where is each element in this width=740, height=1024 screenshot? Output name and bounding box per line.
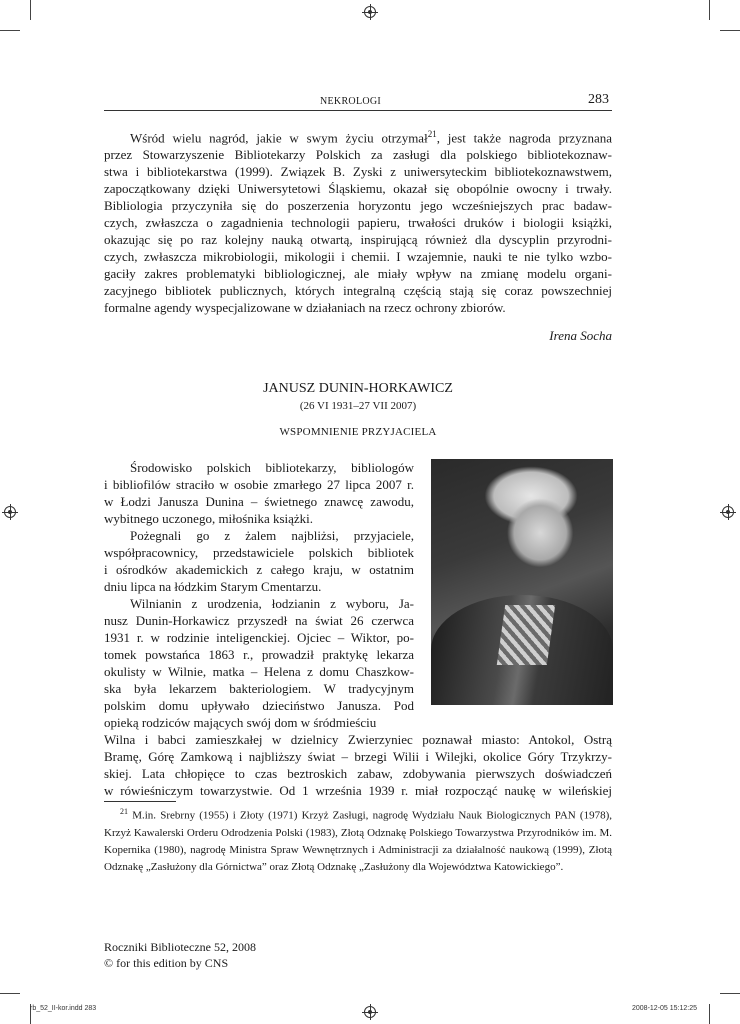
registration-mark-icon <box>364 6 376 18</box>
text-line: formalne agendy wyspecjalizowane w działaniach na rzecz ochrony zbiorów. <box>104 300 506 316</box>
text-line: opieką rodziców mających swój dom w śródmieściu <box>104 715 377 730</box>
portrait-photo <box>431 459 613 705</box>
crop-mark <box>30 0 31 20</box>
print-slug-timestamp: 2008-12-05 15:12:25 <box>632 1005 697 1012</box>
crop-mark <box>0 30 20 31</box>
text-line: w rówieśniczym towarzystwie. Od 1 września 1939 r. miał rozpocząć naukę w wileńskiej <box>104 783 612 798</box>
author-signature: Irena Socha <box>549 328 612 343</box>
text-line: czych, zwłaszcza mikrobiologii, mikologii i chemii. I wzajemnie, nauki te nie tylko wzbo- <box>104 249 612 265</box>
obituary-subtitle: WSPOMNIENIE PRZYJACIELA <box>279 426 437 438</box>
footnote-rule <box>104 801 176 802</box>
crop-mark <box>709 1004 710 1024</box>
text-line: przez Stowarzyszenie Bibliotekarzy Polskich za zasługi dla polskiego bibliotekoznaw- <box>104 147 612 163</box>
header-rule <box>104 110 612 111</box>
previous-obituary-paragraph <box>104 126 612 316</box>
text-line: 1931 r. w rodzinie inteligenckiej. Ojciec – Wiktor, po- <box>104 630 414 645</box>
journal-imprint <box>104 939 256 971</box>
text-line: Pożegnali go z żalem najbliżsi, przyjaciele, <box>130 528 414 543</box>
photo-collar <box>497 605 555 665</box>
text-line: współpracownicy, przedstawiciele polskich bibliotek <box>104 545 414 560</box>
text-line: gaciły zakres problematyki bibliologicznej, ale miały wpływ na zmianę modelu organi- <box>104 266 612 282</box>
obituary-title: JANUSZ DUNIN-HORKAWICZ <box>263 381 453 396</box>
obituary-body-narrow <box>104 459 414 731</box>
text-line: Wśród wielu nagród, jakie w swym życiu otrzymał$^{21}$, jest także nagroda przyznana <box>130 129 612 146</box>
registration-mark-icon <box>4 506 16 518</box>
text-line: nusz Dunin-Horkawicz przyszedł na świat 26 czerwca <box>104 613 414 628</box>
registration-mark-icon <box>364 1006 376 1018</box>
text-line: w Łodzi Janusza Dunina – świetnego znawcę zawodu, <box>104 494 414 509</box>
text-line: zapoczątkowany dzięki Uniwersytetowi Śląskiemu, okazał się obopólnie owocny i trwały. <box>104 181 612 197</box>
text-line: skiej. Lata chłopięce to czas beztroskich zabaw, zdobywania pierwszych doświadczeń <box>104 766 612 781</box>
text-line: Wilna i babci zamieszkałej w dzielnicy Zwierzyniec poznawał miasto: Antokol, Ostrą <box>104 732 612 747</box>
crop-mark <box>709 0 710 20</box>
footnote <box>104 803 612 876</box>
text-line: tomek powstańca 1863 r., prowadził praktykę lekarza <box>104 647 414 662</box>
text-line: czych, zwłaszcza o zagadnienia technologii papieru, trwałości druków i biologii książki, <box>104 215 612 231</box>
text-line: i bibliofilów straciło w osobie zmarłego 27 lipca 2007 r. <box>104 477 414 492</box>
text-line: Bramę, Górę Zamkową i najbliższy świat – brzegi Wilii i Wilejki, okolice Góry Trzykrzy- <box>104 749 612 764</box>
text-line: i ośrodków akademickich z całego kraju, w ostatnim <box>104 562 414 577</box>
running-title: NEKROLOGI <box>320 96 382 107</box>
crop-mark <box>720 30 740 31</box>
text-line: wybitnego uczonego, miłośnika książki. <box>104 511 314 526</box>
text-line: dniu lipca na łódzkim Starym Cmentarzu. <box>104 579 322 594</box>
obituary-body-wide <box>104 731 612 799</box>
text-line: okulisty w Wilnie, matka – Helena z domu Chaszkow- <box>104 664 414 679</box>
crop-mark <box>0 993 20 994</box>
crop-mark <box>720 993 740 994</box>
print-slug-file: rb_52_II-kor.indd 283 <box>30 1005 97 1012</box>
registration-mark-icon <box>722 506 734 518</box>
text-line: stwa i bibliotekarstwa (1999). Związek B. Zyski z uniwersyteckim bibliotekoznawstwem, <box>104 164 612 180</box>
text-line: okazując się po raz kolejny nauką otwartą, inspirującą również dla dyscyplin przyrodni- <box>104 232 612 248</box>
text-line: polskim domu upływało dzieciństwo Janusza. Pod <box>104 698 414 713</box>
text-line: zacyjnego bibliotek publicznych, których integralną częścią stają się coraz powszechniej <box>104 283 612 299</box>
page-number: 283 <box>588 92 609 107</box>
copyright-line: © for this edition by CNS <box>104 956 229 970</box>
footnote-reference: 21 <box>427 129 437 139</box>
obituary-dates: (26 VI 1931–27 VII 2007) <box>299 400 417 412</box>
journal-title: Roczniki Biblioteczne 52, 2008 <box>104 940 256 954</box>
text-line: ska była lekarzem bakteriologiem. W tradycyjnym <box>104 681 414 696</box>
text-line: Środowisko polskich bibliotekarzy, bibliologów <box>130 460 414 475</box>
text-line: Bibliologia przyczyniła się do poszerzenia horyzontu jego wcześniejszych prac badaw- <box>104 198 612 214</box>
text-line: Wilnianin z urodzenia, łodzianin z wyboru, Ja- <box>130 596 414 611</box>
footnote-number: 21 <box>120 807 128 816</box>
footnote-text: M.in. Srebrny (1955) i Złoty (1971) Krzyż Zasługi, nagrodę Wydziału Nauk Biologicznych PAN (1978), Krzyż Kawalerski Orderu Odrodzenia Polski (1983), Złotą Odznakę Polskiego Towarzystwa Przyrodników im. M. Kopernika (1980), nagrodę Ministra Spraw Wewnętrznych i Administracji za działalność naukową (1999), Złotą Odznakę „Zasłużony dla Górnictwa” oraz Złotą Odznakę „Zasłużony dla Województwa Katowickiego”. <box>104 809 612 873</box>
